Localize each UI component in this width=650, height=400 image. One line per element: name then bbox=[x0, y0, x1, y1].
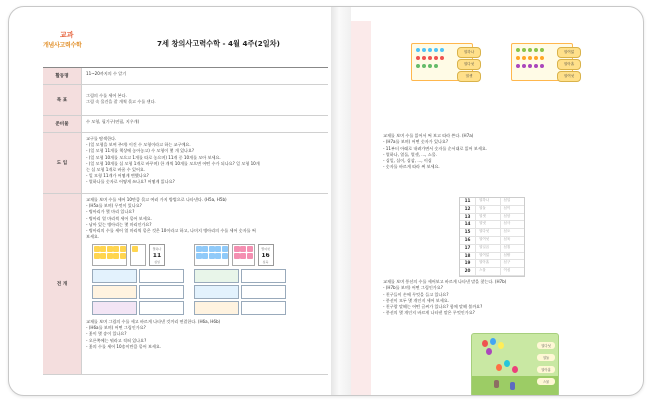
number-sino: 십팔 bbox=[503, 252, 511, 257]
number-row bbox=[460, 237, 524, 245]
number-native: 열하나 bbox=[476, 198, 501, 205]
text-line: - (H6a를 보며) 어떤 그림인가요? bbox=[86, 325, 146, 331]
text-line: - (H7a를 보며) 어떤 숫자가 있나요? bbox=[383, 139, 449, 145]
answer-boxes bbox=[92, 269, 184, 315]
number-native: 열다섯 bbox=[476, 229, 501, 236]
row-label: 전 개 bbox=[43, 194, 82, 374]
text-line: 11~20까지의 수 알기 bbox=[86, 71, 127, 76]
number-value: 11 bbox=[152, 252, 162, 259]
text-line: - 열하나, 열둘, 열셋, ..., 스물. bbox=[383, 151, 437, 157]
answer-tag: 스물 bbox=[537, 378, 555, 385]
number-digit: 18 bbox=[460, 253, 476, 260]
table-row bbox=[43, 133, 328, 194]
text-line: - 일 모형 11개가 어떻게 변했나요? bbox=[86, 173, 149, 179]
count-card bbox=[194, 244, 282, 266]
text-line: - 풍선이 모두 몇 개인지 세어 보세요. bbox=[383, 297, 449, 303]
number-box bbox=[258, 244, 274, 266]
answer-tag: 열다섯 bbox=[537, 342, 555, 349]
ones-frame bbox=[130, 244, 146, 266]
text-line: 교재를 보며 수를 읽어서 써 보고 따라 쓴다. (H7a) bbox=[383, 133, 474, 138]
text-line: - 오른쪽에는 뭐라고 적혀 있나요? bbox=[86, 337, 147, 343]
table-row bbox=[43, 116, 328, 133]
number-digit: 17 bbox=[460, 245, 476, 252]
number-writing-table bbox=[459, 197, 525, 277]
text-line: - 남아 있는 병아리는 몇 마리인가요? bbox=[86, 221, 152, 227]
number-row bbox=[460, 221, 524, 229]
left-page bbox=[37, 21, 331, 395]
count-card bbox=[92, 244, 180, 266]
number-sino: 십일 bbox=[503, 198, 511, 202]
row-label: 도 입 bbox=[43, 133, 82, 193]
number-digit: 14 bbox=[460, 221, 476, 228]
worksheet-column bbox=[194, 244, 286, 315]
ten-frame bbox=[194, 244, 229, 266]
logo-badge-text: 교과 bbox=[60, 31, 74, 39]
number-sino: 이십 bbox=[503, 268, 511, 273]
number-row bbox=[460, 245, 524, 253]
page-divider bbox=[331, 7, 351, 395]
text-line: 그림의 수를 세어 본다. bbox=[86, 93, 127, 98]
text-line: - (일 모형 11개를 책상에 놓아놓고) 수 모형이 몇 개 있나요? bbox=[86, 148, 195, 154]
text-line: - 숫자를 바르게 따라 써 보세요. bbox=[383, 164, 440, 170]
row-content bbox=[82, 116, 328, 132]
document-viewer-frame bbox=[8, 6, 644, 396]
right-page-margin bbox=[351, 21, 371, 395]
number-row bbox=[460, 198, 524, 206]
text-line: 교재를 보며 풍선의 수를 세어보고 바르게 나타낸 말을 찾는다. (H7b) bbox=[383, 279, 507, 284]
number-digit: 12 bbox=[460, 206, 476, 213]
logo-text: 개념사고력수학 bbox=[43, 42, 82, 49]
instruction-block bbox=[383, 133, 619, 171]
text-line: - 꽃이 몇 송이 있나요? bbox=[86, 331, 127, 337]
answer-label: 열셋 bbox=[457, 71, 481, 82]
number-sino: 십삼 bbox=[503, 213, 511, 218]
text-line: 는 십 모형 1개로 바꿀 수 있어요. bbox=[86, 167, 146, 173]
row-label: 준비물 bbox=[43, 116, 82, 132]
number-native: 열아홉 bbox=[476, 260, 501, 267]
text-line: - 풍선의 몇 개인지 바르게 나타낸 말은 무엇인가요? bbox=[383, 310, 475, 316]
text-line: - 병아리의 수를 세어 열 마리씩 묶은 것은 10이라고 하고, 나머지 병아리의 수를 세어 숫자를 써 bbox=[86, 228, 256, 234]
number-word: 열여섯 bbox=[261, 247, 270, 252]
row-content bbox=[82, 68, 328, 84]
answer-label: 열하나 bbox=[457, 47, 481, 58]
text-line: 교재를 보며 그림의 수를 세고 바르게 나타낸 것끼리 연결한다. (H6a, H6b) bbox=[86, 319, 221, 325]
number-digit: 20 bbox=[460, 268, 476, 275]
text-line: - 병아리 열 마리씩 세어 묶어 보세요. bbox=[86, 215, 152, 221]
number-row bbox=[460, 253, 524, 261]
answer-label: 열아홉 bbox=[557, 59, 581, 70]
worksheet-thumbnails bbox=[92, 244, 318, 315]
text-line: - 열하나를 숫자로 어떻게 쓰나요? 어떻게 읽나요? bbox=[86, 179, 175, 185]
text-line: 그림 속 물건을 잘 개씩 묶고 수를 센다. bbox=[86, 99, 156, 105]
number-row bbox=[460, 260, 524, 268]
logo bbox=[43, 31, 87, 53]
answer-boxes bbox=[194, 269, 286, 315]
text-line: - 병아리가 몇 마리 있나요? bbox=[86, 209, 135, 215]
row-content bbox=[82, 194, 328, 374]
text-line: - (일 모형 10개를 모으고 1개를 따로 놓으며) 11개 중 10개를 모아 보세요. bbox=[86, 154, 221, 160]
row-content bbox=[82, 133, 328, 193]
number-row bbox=[460, 268, 524, 276]
text-line: - (일 모형 10개를 십 모형 1개로 바꾸며) 한 개씩 10개를 모으면 어떤 수가 되나요? 일 모형 10개 bbox=[86, 160, 260, 166]
number-row bbox=[460, 206, 524, 214]
worksheet-column bbox=[92, 244, 184, 315]
row-content bbox=[82, 85, 328, 115]
text-line: 보세요. bbox=[86, 234, 100, 240]
number-sino: 십사 bbox=[503, 221, 511, 226]
row-label: 목 표 bbox=[43, 85, 82, 115]
number-digit: 11 bbox=[460, 198, 476, 205]
number-native: 열셋 bbox=[476, 214, 501, 221]
answer-label: 열여섯 bbox=[557, 71, 581, 82]
number-digit: 13 bbox=[460, 214, 476, 221]
number-digit: 15 bbox=[460, 229, 476, 236]
number-sino: 십구 bbox=[503, 260, 511, 265]
text-line: - (일 모형을 보여 주며) 이건 수 모형이라고 하는 교구예요. bbox=[86, 142, 191, 148]
table-row bbox=[43, 85, 328, 116]
text-line: 교구를 탐색한다. bbox=[86, 136, 117, 141]
number-sino: 십오 bbox=[503, 229, 511, 234]
number-native: 열일곱 bbox=[476, 245, 501, 252]
number-value: 16 bbox=[261, 252, 270, 259]
number-native: 열여섯 bbox=[476, 237, 501, 244]
number-digit: 19 bbox=[460, 260, 476, 267]
number-unit: 십일 bbox=[154, 259, 160, 264]
text-line: - 십일, 십이, 십삼, ..., 이십 bbox=[383, 158, 432, 164]
ten-frame bbox=[92, 244, 127, 266]
instruction-block bbox=[383, 279, 619, 317]
lesson-plan-table bbox=[43, 67, 328, 375]
ones-frame bbox=[232, 244, 254, 266]
number-native: 열둘 bbox=[476, 206, 501, 213]
number-sino: 십칠 bbox=[503, 244, 511, 249]
answer-label: 열여덟 bbox=[557, 47, 581, 58]
number-unit: 십육 bbox=[262, 259, 269, 264]
number-row bbox=[460, 229, 524, 237]
answer-tag: 열둘 bbox=[537, 354, 555, 361]
number-native: 열여덟 bbox=[476, 253, 501, 260]
text-line: - 11부터 아래로 내려가면서 숫자를 순서대로 읽어 보세요. bbox=[383, 145, 488, 151]
right-page bbox=[351, 21, 621, 395]
text-line: 교재를 보며 수를 세어 10만큼 묶고 여러 가지 방법으로 나타낸다. (H5a, H5b) bbox=[86, 197, 227, 202]
number-sino: 십육 bbox=[503, 236, 511, 241]
table-row bbox=[43, 68, 328, 85]
answer-label: 열다섯 bbox=[457, 59, 481, 70]
number-digit: 16 bbox=[460, 237, 476, 244]
number-native: 열넷 bbox=[476, 221, 501, 228]
page-title: 7세 창의사고력수학 - 4월 4주(2일차) bbox=[157, 39, 280, 48]
text-line: - (H7b를 보며) 어떤 그림인가요? bbox=[383, 285, 443, 291]
text-line: - 친구랑 말해는 어떤 글씨가 있나요? 함께 말해 볼까요? bbox=[383, 304, 483, 310]
number-word: 열하나 bbox=[152, 247, 162, 252]
number-native: 스물 bbox=[476, 268, 501, 275]
text-line: - (H5a를 보며) 무엇이 있나요? bbox=[86, 203, 142, 209]
row-label: 활동명 bbox=[43, 68, 82, 84]
text-line: - 친구들이 손에 무엇을 들고 있나요? bbox=[383, 291, 449, 297]
number-box bbox=[149, 244, 165, 266]
text-line: 수 모형, 필기구(연필, 지우개) bbox=[86, 119, 140, 124]
answer-tag: 열아홉 bbox=[537, 366, 555, 373]
number-row bbox=[460, 214, 524, 222]
balloon-illustration bbox=[471, 333, 559, 395]
text-line: - 꽃의 수를 세어 10송이만큼 묶어 보세요. bbox=[86, 343, 162, 349]
table-row bbox=[43, 194, 328, 375]
number-sino: 십이 bbox=[503, 205, 511, 210]
